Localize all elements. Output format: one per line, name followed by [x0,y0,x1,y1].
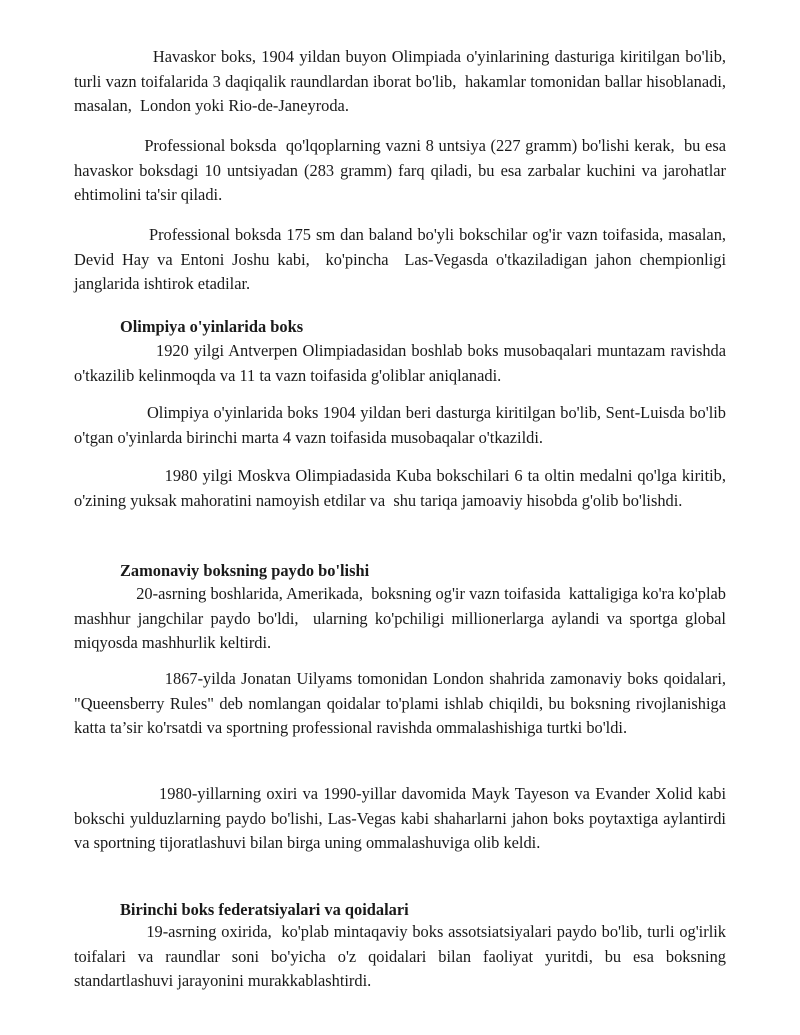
paragraph-19th-century-associations: 19-asrning oxirida, ko'plab mintaqaviy boks assotsiatsiyalari paydo bo'lib, turli og'irlik toifalari va raundlar soni bo'yicha o'z qoidalari bilan faoliyat yuritdi, bu esa boksning standartlashuvi jarayonini murakkablashtirdi. [74,922,731,990]
paragraph-queensberry-rules: 1867-yilda Jonatan Uilyams tomonidan London shahrida zamonaviy boks qoidalari, "Queensberry Rules" deb nomlangan qoidalar to'plami ishlab chiqildi, bu boksning rivojlanishiga katta ta’sir ko'rsatdi va sportning professional ravishda ommalashishiga turtki bo'ldi. [74,669,731,737]
paragraph-tyson-holyfield: 1980-yillarning oxiri va 1990-yillar davomida Mayk Tayeson va Evander Xolid kabi bokschi yulduzlarning paydo bo'lishi, Las-Vegas kabi shaharlarni jahon boks poytaxtiga aylantirdi va sportning tijoratlashuvi bilan birga uning ommalashuviga olib keldi. [74,784,731,852]
paragraph-20th-century-america: 20-asrning boshlarida, Amerikada, boksning og'ir vazn toifasida kattaligiga ko'ra ko'plab mashhur jangchilar paydo bo'ldi, ularning ko'pchiligi millionerlarga aylandi va sportga global miqyosda mashhurlik keltirdi. [74,584,731,652]
section-heading-olympic-boxing: Olimpiya o'yinlarida boks [120,317,304,336]
paragraph-moscow-1980: 1980 yilgi Moskva Olimpiadasida Kuba bokschilari 6 ta oltin medalni qo'lga kiritib, o'zining yuksak mahoratini namoyish etdilar va shu tariqa jamoaviy hisobda g'olib bo'lishdi. [74,466,731,510]
paragraph-st-louis-1904: Olimpiya o'yinlarida boks 1904 yildan beri dasturga kiritilgan bo'lib, Sent-Luisda bo'lib o'tgan o'yinlarda birinchi marta 4 vazn toifasida musobaqalar o'tkazildi. [74,403,731,447]
paragraph-heavyweight-height: Professional boksda 175 sm dan baland bo'yli bokschilar og'ir vazn toifasida, masalan, Devid Hay va Entoni Joshu kabi, ko'pincha Las-Vegasda o'tkaziladigan jahon chempionligi janglarida ishtirok etadilar. [74,225,735,293]
section-heading-federations: Birinchi boks federatsiyalari va qoidalari [120,900,409,919]
paragraph-antwerp-1920: 1920 yilgi Antverpen Olimpiadasidan boshlab boks musobaqalari muntazam ravishda o'tkazilib kelinmoqda va 11 ta vazn toifasida g'oliblar aniqlanadi. [74,341,731,385]
paragraph-glove-weight: Professional boksda qo'lqoplarning vazni 8 untsiya (227 gramm) bo'lishi kerak, bu esa havaskor boksdagi 10 untsiyadan (283 gramm) farq qiladi, bu esa zarbalar kuchini va jarohatlar ehtimolini ta'sir qiladi. [74,136,731,204]
section-heading-modern-boxing: Zamonaviy boksning paydo bo'lishi [120,561,370,580]
paragraph-amateur-boxing: Havaskor boks, 1904 yildan buyon Olimpiada o'yinlarining dasturiga kiritilgan bo'lib, turli vazn toifalarida 3 daqiqalik raundlardan iborat bo'lib, hakamlar tomonidan ballar hisoblanadi, masalan, London yoki Rio-de-Janeyroda. [74,47,735,115]
